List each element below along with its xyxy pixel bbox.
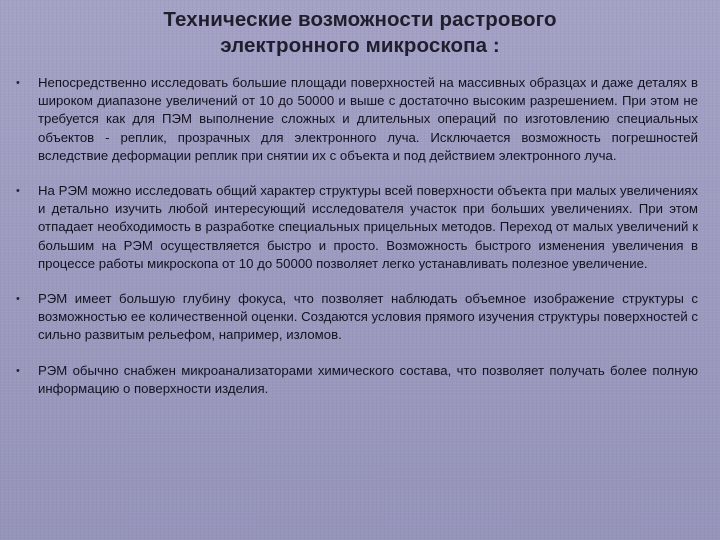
bullet-item-large-area-study [14,74,698,165]
bullet-list [14,74,698,398]
bullet-text: РЭМ обычно снабжен микроанализаторами химического состава, что позволяет получать более полную информацию о поверхности изделия. [38,362,698,396]
bullet-text: Непосредственно исследовать большие площади поверхностей на массивных образцах и даже деталях в широком диапазоне увеличений от 10 до 50000 и выше с достаточно высоким разрешением. При этом не требуется как для ПЭМ выполнение сложных и длительных операций по изготовлению специальных объектов - реплик, прозрачных для электронного луча. Исключается возможность погрешностей вследствие деформации реплик при снятии их с объекта и под действием электронного луча. [38,75,698,163]
bullet-dot-icon: • [16,293,20,306]
slide-title-line-1: Технические возможности растрового [163,8,557,31]
bullet-dot-icon: • [16,364,20,377]
slide-title [60,7,660,59]
bullet-text: На РЭМ можно исследовать общий характер структуры всей поверхности объекта при малых увеличениях и детально изучить любой интересующий исследователя участок при больших увеличениях. При этом отпадает необходимость в разработке специальных прицельных методов. Переход от малых увеличений к большим на РЭМ осуществляется быстро и просто. Возможность быстрого изменения увеличения в процессе работы микроскопа от 10 до 50000 позволяет легко устанавливать полезное увеличение. [38,183,698,271]
slide-title-line-2: электронного микроскопа : [220,34,500,57]
bullet-dot-icon: • [16,185,20,198]
bullet-item-depth-of-focus [14,290,698,345]
bullet-item-structure-overview [14,182,698,273]
bullet-text: РЭМ имеет большую глубину фокуса, что позволяет наблюдать объемное изображение структуры с возможностью ее количественной оценки. Создаются условия прямого изучения структуры поверхностей с сильно развитым рельефом, например, изломов. [38,291,698,343]
bullet-item-microanalyzers [14,362,698,398]
bullet-dot-icon: • [16,77,20,89]
